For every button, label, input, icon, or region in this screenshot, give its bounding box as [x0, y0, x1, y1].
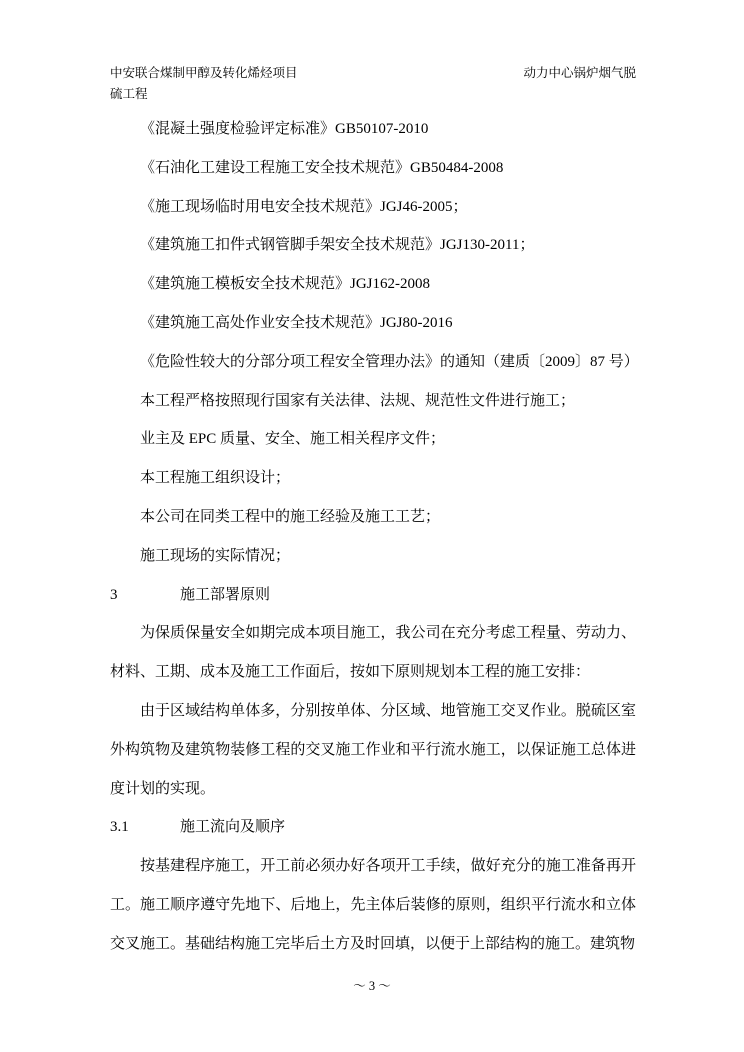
reference-item: 本工程严格按照现行国家有关法律、法规、规范性文件进行施工； — [140, 392, 576, 409]
section-3-number: 3 — [110, 586, 118, 603]
reference-item: 施工现场的实际情况； — [140, 547, 291, 564]
reference-item: 本工程施工组织设计； — [140, 470, 291, 487]
page-number: ～ 3 ～ — [353, 979, 391, 993]
document-body — [110, 110, 639, 964]
section-3-1-number: 3.1 — [110, 819, 129, 836]
section-3-1-paragraph-1: 按基建程序施工，开工前必须办好各项开工手续，做好充分的施工准备再开工。施工顺序遵守先地下、后地上，先主体后装修的原则，组织平行流水和立体交叉施工。基础结构施工完毕后土方及时回填，以便于上部结构的施工。建筑物 — [110, 858, 636, 952]
reference-item: 业主及 EPC 质量、安全、施工相关程序文件； — [140, 431, 446, 448]
header-line-1 — [110, 63, 636, 84]
reference-item: 《施工现场临时用电安全技术规范》JGJ46-2005； — [140, 198, 468, 215]
header-doc-title: 动力中心锅炉烟气脱 — [523, 66, 636, 80]
page-footer — [0, 976, 744, 994]
reference-item: 《石油化工建设工程施工安全技术规范》GB50484-2008 — [140, 159, 504, 176]
reference-item: 《建筑施工高处作业安全技术规范》JGJ80-2016 — [140, 314, 453, 331]
section-3-heading — [110, 576, 636, 615]
reference-item: 《混凝土强度检验评定标准》GB50107-2010 — [140, 121, 429, 137]
page-header — [110, 63, 636, 105]
reference-item: 《建筑施工扣件式钢管脚手架安全技术规范》JGJ130-2011； — [140, 237, 535, 254]
header-project-title: 中安联合煤制甲醇及转化烯烃项目 — [110, 66, 298, 80]
section-3-1-heading — [110, 808, 636, 847]
reference-item: 本公司在同类工程中的施工经验及施工工艺； — [140, 508, 441, 525]
section-3-paragraph-2: 由于区域结构单体多，分别按单体、分区域、地管施工交叉作业。脱硫区室外构筑物及建筑物装修工程的交叉施工作业和平行流水施工，以保证施工总体进度计划的实现。 — [110, 702, 636, 797]
reference-item: 《建筑施工模板安全技术规范》JGJ162-2008 — [140, 276, 431, 293]
reference-item: 《危险性较大的分部分项工程安全管理办法》的通知（建质〔2009〕87 号） — [140, 353, 639, 370]
section-3-title: 施工部署原则 — [180, 586, 271, 603]
section-3-paragraph-1: 为保质保量安全如期完成本项目施工，我公司在充分考虑工程量、劳动力、材料、工期、成本及施工工作面后，按如下原则规划本工程的施工安排： — [110, 625, 636, 681]
header-project-title-continued: 硫工程 — [110, 87, 148, 101]
section-3-1-title: 施工流向及顺序 — [180, 819, 286, 836]
